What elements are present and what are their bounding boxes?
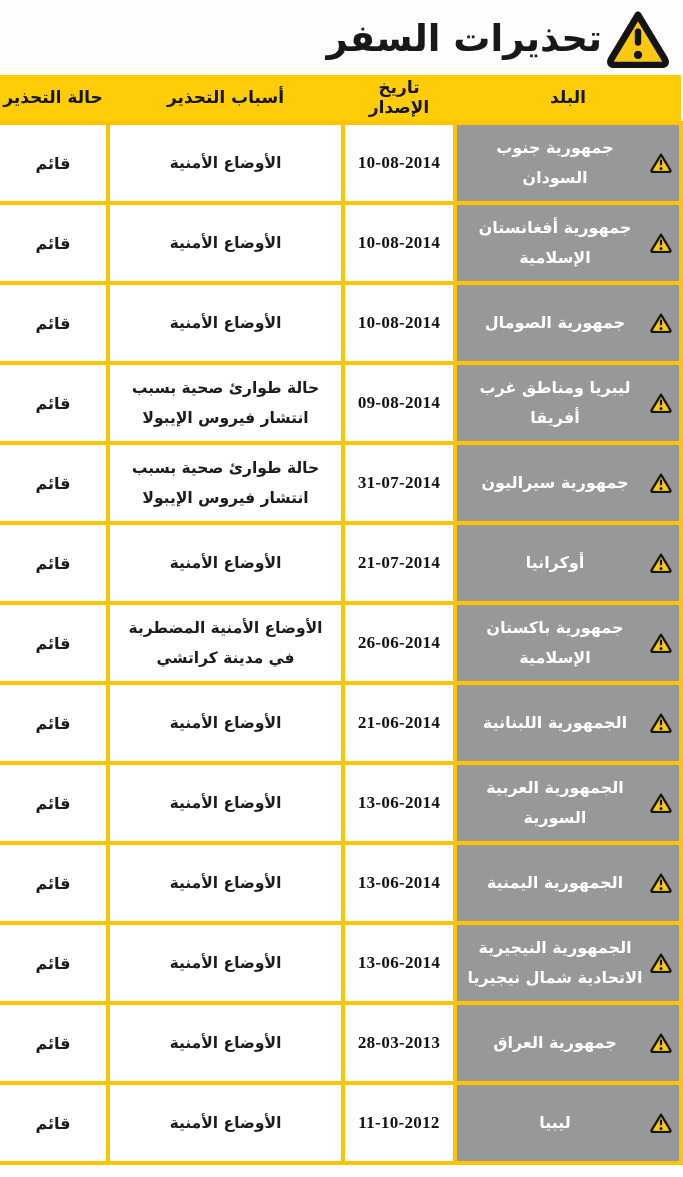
table-row (0, 203, 681, 283)
table-body (0, 123, 681, 1163)
warning-triangle-icon (650, 1033, 672, 1053)
travel-warnings-table (0, 75, 683, 1165)
warning-reason-cell: الأوضاع الأمنية (108, 843, 343, 923)
warning-status-cell: قائم (0, 443, 108, 523)
warning-triangle-icon (650, 233, 672, 253)
issue-date-cell: 31-07-2014 (343, 443, 455, 523)
table-row (0, 603, 681, 683)
issue-date-cell: 10-08-2014 (343, 283, 455, 363)
warning-reason-cell: حالة طوارئ صحية بسبب انتشار فيروس الإيبولا (108, 443, 343, 523)
warning-reason-cell: حالة طوارئ صحية بسبب انتشار فيروس الإيبولا (108, 363, 343, 443)
warning-reason-cell: الأوضاع الأمنية (108, 203, 343, 283)
country-label: جمهورية جنوب السودان (496, 137, 614, 187)
page-header (0, 0, 683, 75)
issue-date-cell: 10-08-2014 (343, 203, 455, 283)
warning-status-cell: قائم (0, 523, 108, 603)
table-row (0, 363, 681, 443)
warning-reason-cell: الأوضاع الأمنية (108, 123, 343, 203)
issue-date-cell: 21-06-2014 (343, 683, 455, 763)
warning-status-cell: قائم (0, 363, 108, 443)
country-label: أوكرانيا (525, 552, 585, 572)
issue-date-cell: 09-08-2014 (343, 363, 455, 443)
warning-triangle-icon (650, 313, 672, 333)
country-cell (455, 683, 681, 763)
warning-status-cell: قائم (0, 683, 108, 763)
table-row (0, 443, 681, 523)
warning-reason-cell: الأوضاع الأمنية (108, 1003, 343, 1083)
country-label: الجمهورية النيجيرية الاتحادية شمال نيجيريا (467, 937, 643, 987)
country-cell (455, 603, 681, 683)
country-cell (455, 203, 681, 283)
country-cell (455, 443, 681, 523)
country-label: الجمهورية العربية السورية (486, 777, 624, 827)
table-header-row (0, 75, 681, 123)
country-label: ليبريا ومناطق غرب أفريقا (479, 377, 631, 427)
country-label: جمهورية باكستان الإسلامية (486, 617, 624, 667)
warning-reason-cell: الأوضاع الأمنية (108, 283, 343, 363)
warning-status-cell: قائم (0, 1003, 108, 1083)
country-label: الجمهورية اللبنانية (482, 712, 628, 732)
table-row (0, 843, 681, 923)
issue-date-cell: 13-06-2014 (343, 843, 455, 923)
column-header-warning-status: حالة التحذير (0, 75, 108, 123)
warning-triangle-icon (650, 953, 672, 973)
country-cell (455, 1083, 681, 1163)
warning-reason-cell: الأوضاع الأمنية المضطربة في مدينة كراتشي (108, 603, 343, 683)
column-header-warning-reasons: أسباب التحذير (108, 75, 343, 123)
warning-triangle-icon (650, 793, 672, 813)
issue-date-cell: 26-06-2014 (343, 603, 455, 683)
warning-status-cell: قائم (0, 283, 108, 363)
warning-triangle-icon (650, 553, 672, 573)
issue-date-cell: 10-08-2014 (343, 123, 455, 203)
column-header-country: البلد (455, 75, 681, 123)
warning-status-cell: قائم (0, 843, 108, 923)
warning-reason-cell: الأوضاع الأمنية (108, 763, 343, 843)
country-cell (455, 843, 681, 923)
warning-reason-cell: الأوضاع الأمنية (108, 523, 343, 603)
warning-status-cell: قائم (0, 1083, 108, 1163)
table-row (0, 1003, 681, 1083)
issue-date-cell: 13-06-2014 (343, 923, 455, 1003)
warning-triangle-icon (607, 10, 669, 68)
country-cell (455, 923, 681, 1003)
warning-status-cell: قائم (0, 123, 108, 203)
country-label: جمهورية الصومال (484, 312, 626, 332)
table-row (0, 923, 681, 1003)
table-row (0, 1083, 681, 1163)
country-cell (455, 283, 681, 363)
warning-status-cell: قائم (0, 763, 108, 843)
issue-date-cell: 21-07-2014 (343, 523, 455, 603)
country-label: جمهورية أفغانستان الإسلامية (478, 217, 632, 267)
country-cell (455, 123, 681, 203)
issue-date-cell: 28-03-2013 (343, 1003, 455, 1083)
table-row (0, 283, 681, 363)
warning-status-cell: قائم (0, 603, 108, 683)
warning-triangle-icon (650, 1113, 672, 1133)
page-title: تحذيرات السفر (326, 17, 602, 60)
column-header-issue-date: تاريخ الإصدار (343, 75, 455, 123)
country-cell (455, 523, 681, 603)
warning-triangle-icon (650, 473, 672, 493)
country-label: الجمهورية اليمنية (486, 872, 624, 892)
warning-triangle-icon (650, 873, 672, 893)
issue-date-cell: 11-10-2012 (343, 1083, 455, 1163)
warning-triangle-icon (650, 153, 672, 173)
country-label: جمهورية العراق (493, 1032, 617, 1052)
country-cell (455, 763, 681, 843)
warning-triangle-icon (650, 633, 672, 653)
warning-triangle-icon (650, 393, 672, 413)
warning-status-cell: قائم (0, 203, 108, 283)
warning-reason-cell: الأوضاع الأمنية (108, 923, 343, 1003)
country-cell (455, 363, 681, 443)
table-row (0, 683, 681, 763)
table-row (0, 523, 681, 603)
warning-triangle-icon (650, 713, 672, 733)
issue-date-cell: 13-06-2014 (343, 763, 455, 843)
warning-status-cell: قائم (0, 923, 108, 1003)
table-row (0, 763, 681, 843)
country-label: جمهورية سيراليون (481, 472, 629, 492)
table-row (0, 123, 681, 203)
country-label: ليبيا (539, 1112, 571, 1132)
warning-reason-cell: الأوضاع الأمنية (108, 1083, 343, 1163)
country-cell (455, 1003, 681, 1083)
warning-reason-cell: الأوضاع الأمنية (108, 683, 343, 763)
